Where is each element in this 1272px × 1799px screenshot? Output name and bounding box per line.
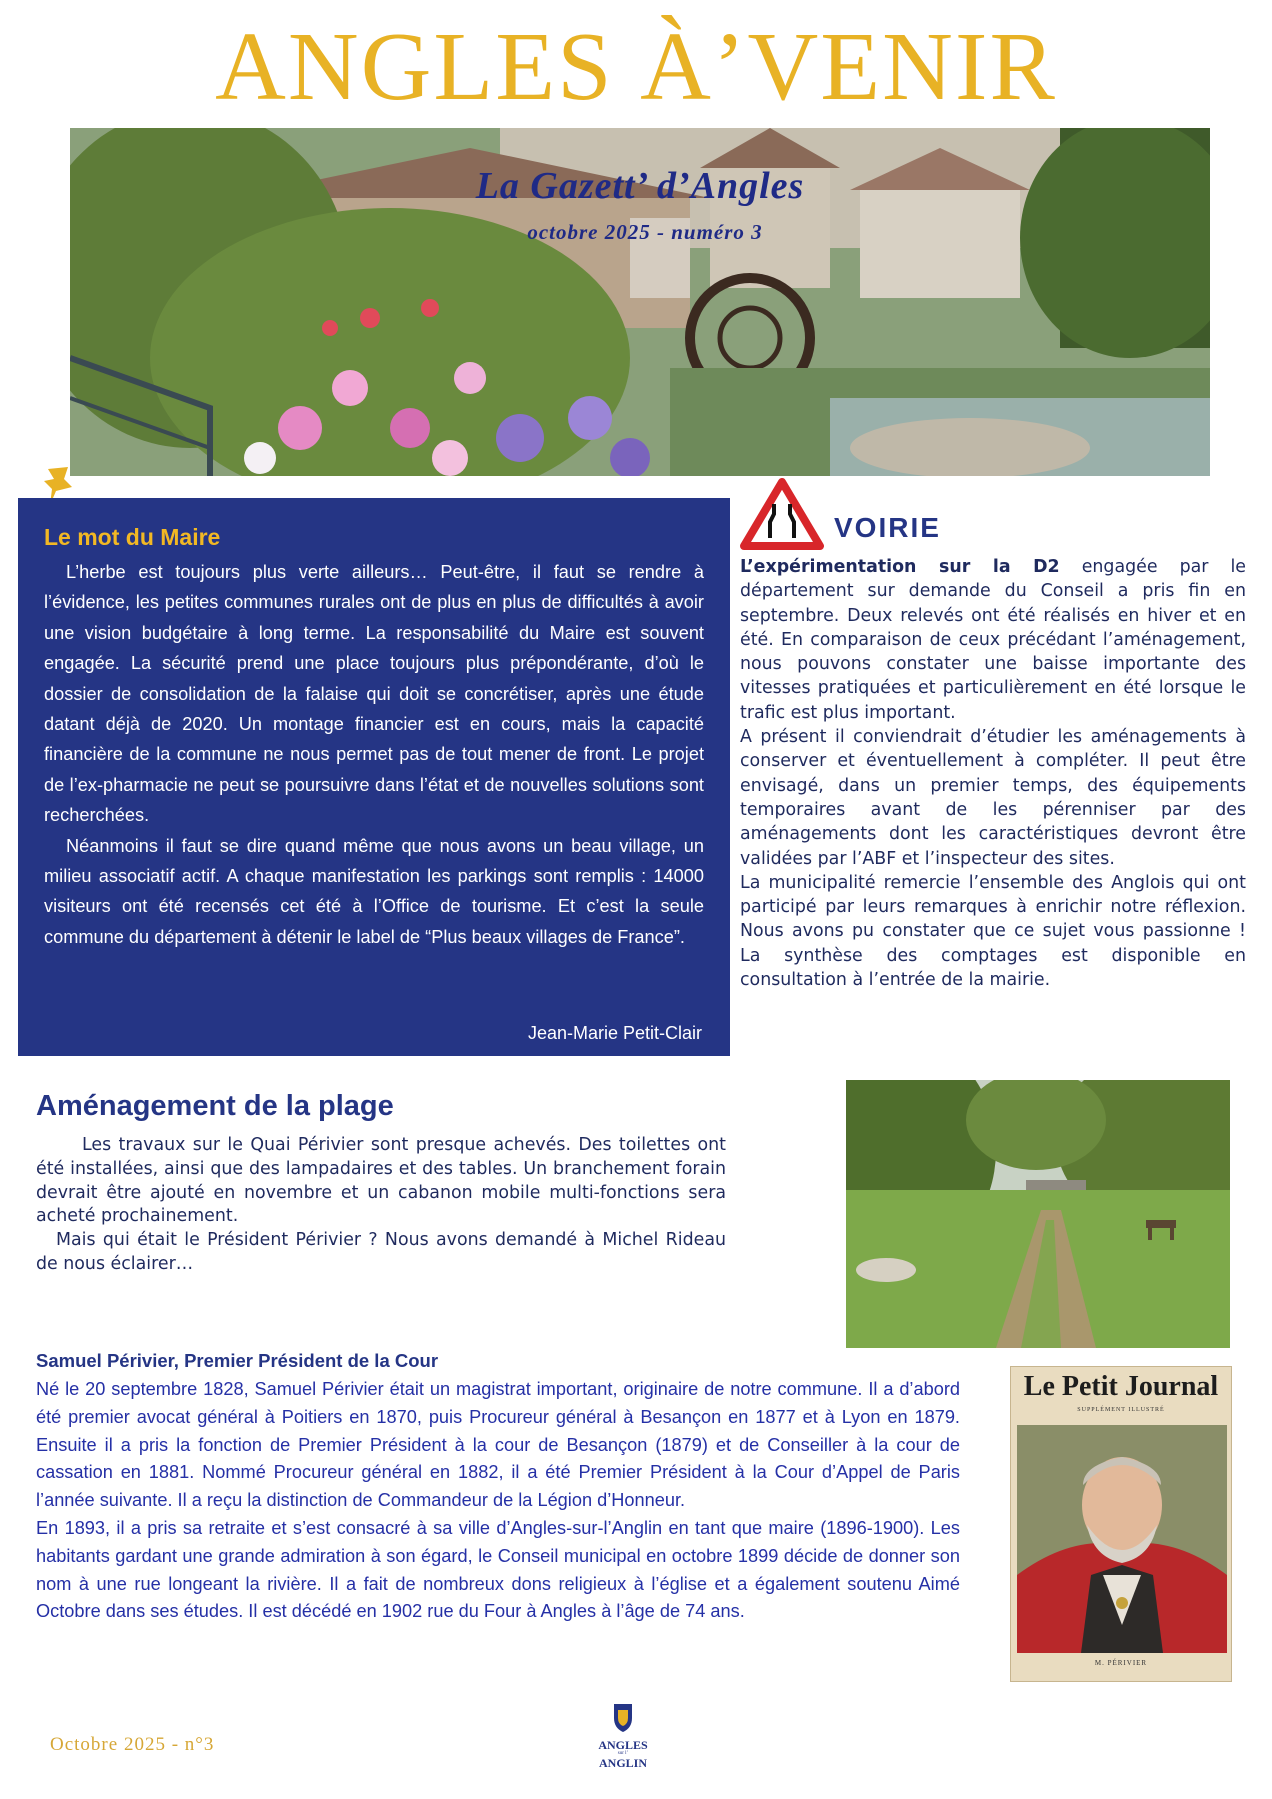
footer-date: Octobre 2025 - n°3 bbox=[50, 1734, 215, 1755]
journal-supplement: SUPPLÉMENT ILLUSTRÉ bbox=[1077, 1407, 1165, 1413]
gazette-title: La Gazett’ d’Angles bbox=[475, 165, 805, 207]
plage-photo bbox=[846, 1080, 1230, 1348]
plage-title: Aménagement de la plage bbox=[36, 1090, 394, 1122]
village-logo bbox=[588, 1700, 658, 1769]
voirie-lead-rest: engagée par le département sur demande du Conseil a pris fin en septembre. Deux relevés ont été réalisés en hiver et en été. En comparaison de ceux précédant l’aménagement, nous pouvons constater une baisse importante des vitesses pratiquées et particulièrement en été lorsque le trafic est plus important. bbox=[740, 557, 1246, 723]
mot-du-maire-title: Le mot du Maire bbox=[44, 524, 221, 550]
voirie-title: VOIRIE bbox=[834, 512, 941, 543]
road-narrows-sign-icon bbox=[740, 478, 824, 550]
perivier-text bbox=[36, 1376, 960, 1626]
maire-paragraph: Néanmoins il faut se dire quand même que nous avons un beau village, un milieu associatif actif. A chaque manifestation les parkings sont remplis : 14000 visiteurs ont été recensés cet été à l’Office de tourisme. Et c’est la seule commune du département à détenir le label de “Plus beaux villages de France”. bbox=[44, 835, 704, 947]
voirie-lead-bold: L’expérimentation sur la D2 bbox=[740, 557, 1060, 577]
park-path-illustration bbox=[846, 1080, 1230, 1348]
voirie-paragraph: A présent il conviendrait d’étudier les aménagements à conserver et éventuellement à compléter. Il peut être envisagé, dans un premier temps, des équipements temporaires avant de les pérenniser par des aménagements dont les caractéristiques devront être validées par l’ABF et l’inspecteur des sites. bbox=[740, 727, 1246, 869]
journal-name: Le Petit Journal bbox=[1023, 1371, 1219, 1402]
masthead-title: ANGLES À’VENIR bbox=[215, 13, 1057, 121]
logo-line-2: sur l’ bbox=[617, 1751, 629, 1756]
plage-paragraph: Les travaux sur le Quai Périvier sont presque achevés. Des toilettes ont été installées, ainsi que des lampadaires et des tables. Un branchement forain devrait être ajouté en novembre et un cabanon mobile multi-fonctions sera acheté prochainement. bbox=[36, 1135, 726, 1227]
petit-journal-image bbox=[1010, 1366, 1232, 1682]
logo-line-1: ANGLES bbox=[598, 1738, 648, 1752]
maire-signature: Jean-Marie Petit-Clair bbox=[527, 1023, 702, 1043]
voirie-paragraph: La municipalité remercie l’ensemble des Anglois qui ont participé par leurs remarques à enrichir notre réflexion. Nous avons pu constater que ce sujet vous passionne ! La synthèse des comptages est disponible en consultation à l’entrée de la mairie. bbox=[740, 872, 1246, 991]
portrait-illustration bbox=[1011, 1425, 1232, 1657]
issue-date: octobre 2025 - numéro 3 bbox=[527, 220, 763, 244]
maire-paragraph: L’herbe est toujours plus verte ailleurs… Peut-être, il faut se rendre à l’évidence, les petites communes rurales ont de plus en plus de difficultés à avoir une vision budgétaire à long terme. La responsabilité du Maire est souvent engagée. La sécurité prend une place toujours plus prépondérante, d’où le dossier de consolidation de la falaise qui doit se concrétiser, après une étude datant déjà de 2020. Un montage financier est en cours, mais la capacité financière de la commune ne nous permet pas de tout mener de front. Le projet de l’ex-pharmacie ne peut se poursuivre dans l’état et de nouvelles solutions sont recherchées. bbox=[44, 562, 704, 826]
voirie-text bbox=[740, 555, 1246, 992]
journal-caption: M. PÉRIVIER bbox=[1094, 1659, 1148, 1667]
plage-paragraph: Mais qui était le Président Périvier ? Nous avons demandé à Michel Rideau de nous éclairer… bbox=[36, 1230, 726, 1274]
mot-du-maire-box bbox=[18, 498, 730, 1056]
voirie-paragraph bbox=[740, 555, 1246, 725]
village-crest-icon bbox=[606, 1700, 640, 1734]
plage-text bbox=[36, 1134, 726, 1277]
perivier-paragraph: Né le 20 septembre 1828, Samuel Périvier était un magistrat important, originaire de notre commune. Il a d’abord été premier avocat général à Poitiers en 1870, puis Procureur général à Besançon en 1877 et à Lyon en 1879. Ensuite il a pris la fonction de Premier Président à la cour de Besançon (1879) et de Conseiller à la cour de cassation en 1881. Nommé Procureur général en 1882, il a été Premier Président à la Cour d’Appel de Paris l’année suivante. Il a reçu la distinction de Commandeur de la Légion d’Honneur. bbox=[36, 1379, 960, 1511]
logo-line-3: ANGLIN bbox=[598, 1756, 647, 1770]
perivier-title: Samuel Périvier, Premier Président de la Cour bbox=[36, 1350, 439, 1371]
hero-photo bbox=[70, 128, 1210, 476]
perivier-paragraph: En 1893, il a pris sa retraite et s’est consacré à sa ville d’Angles-sur-l’Anglin en tant que maire (1896-1900). Les habitants gardant une grande admiration à son égard, le Conseil municipal en octobre 1899 décide de donner son nom à une rue longeant la rivière. Il a fait de nombreux dons religieux à l’église et a également soutenu Aimé Octobre dans ses études. Il est décédé en 1902 rue du Four à Angles à l’âge de 74 ans. bbox=[36, 1517, 960, 1622]
